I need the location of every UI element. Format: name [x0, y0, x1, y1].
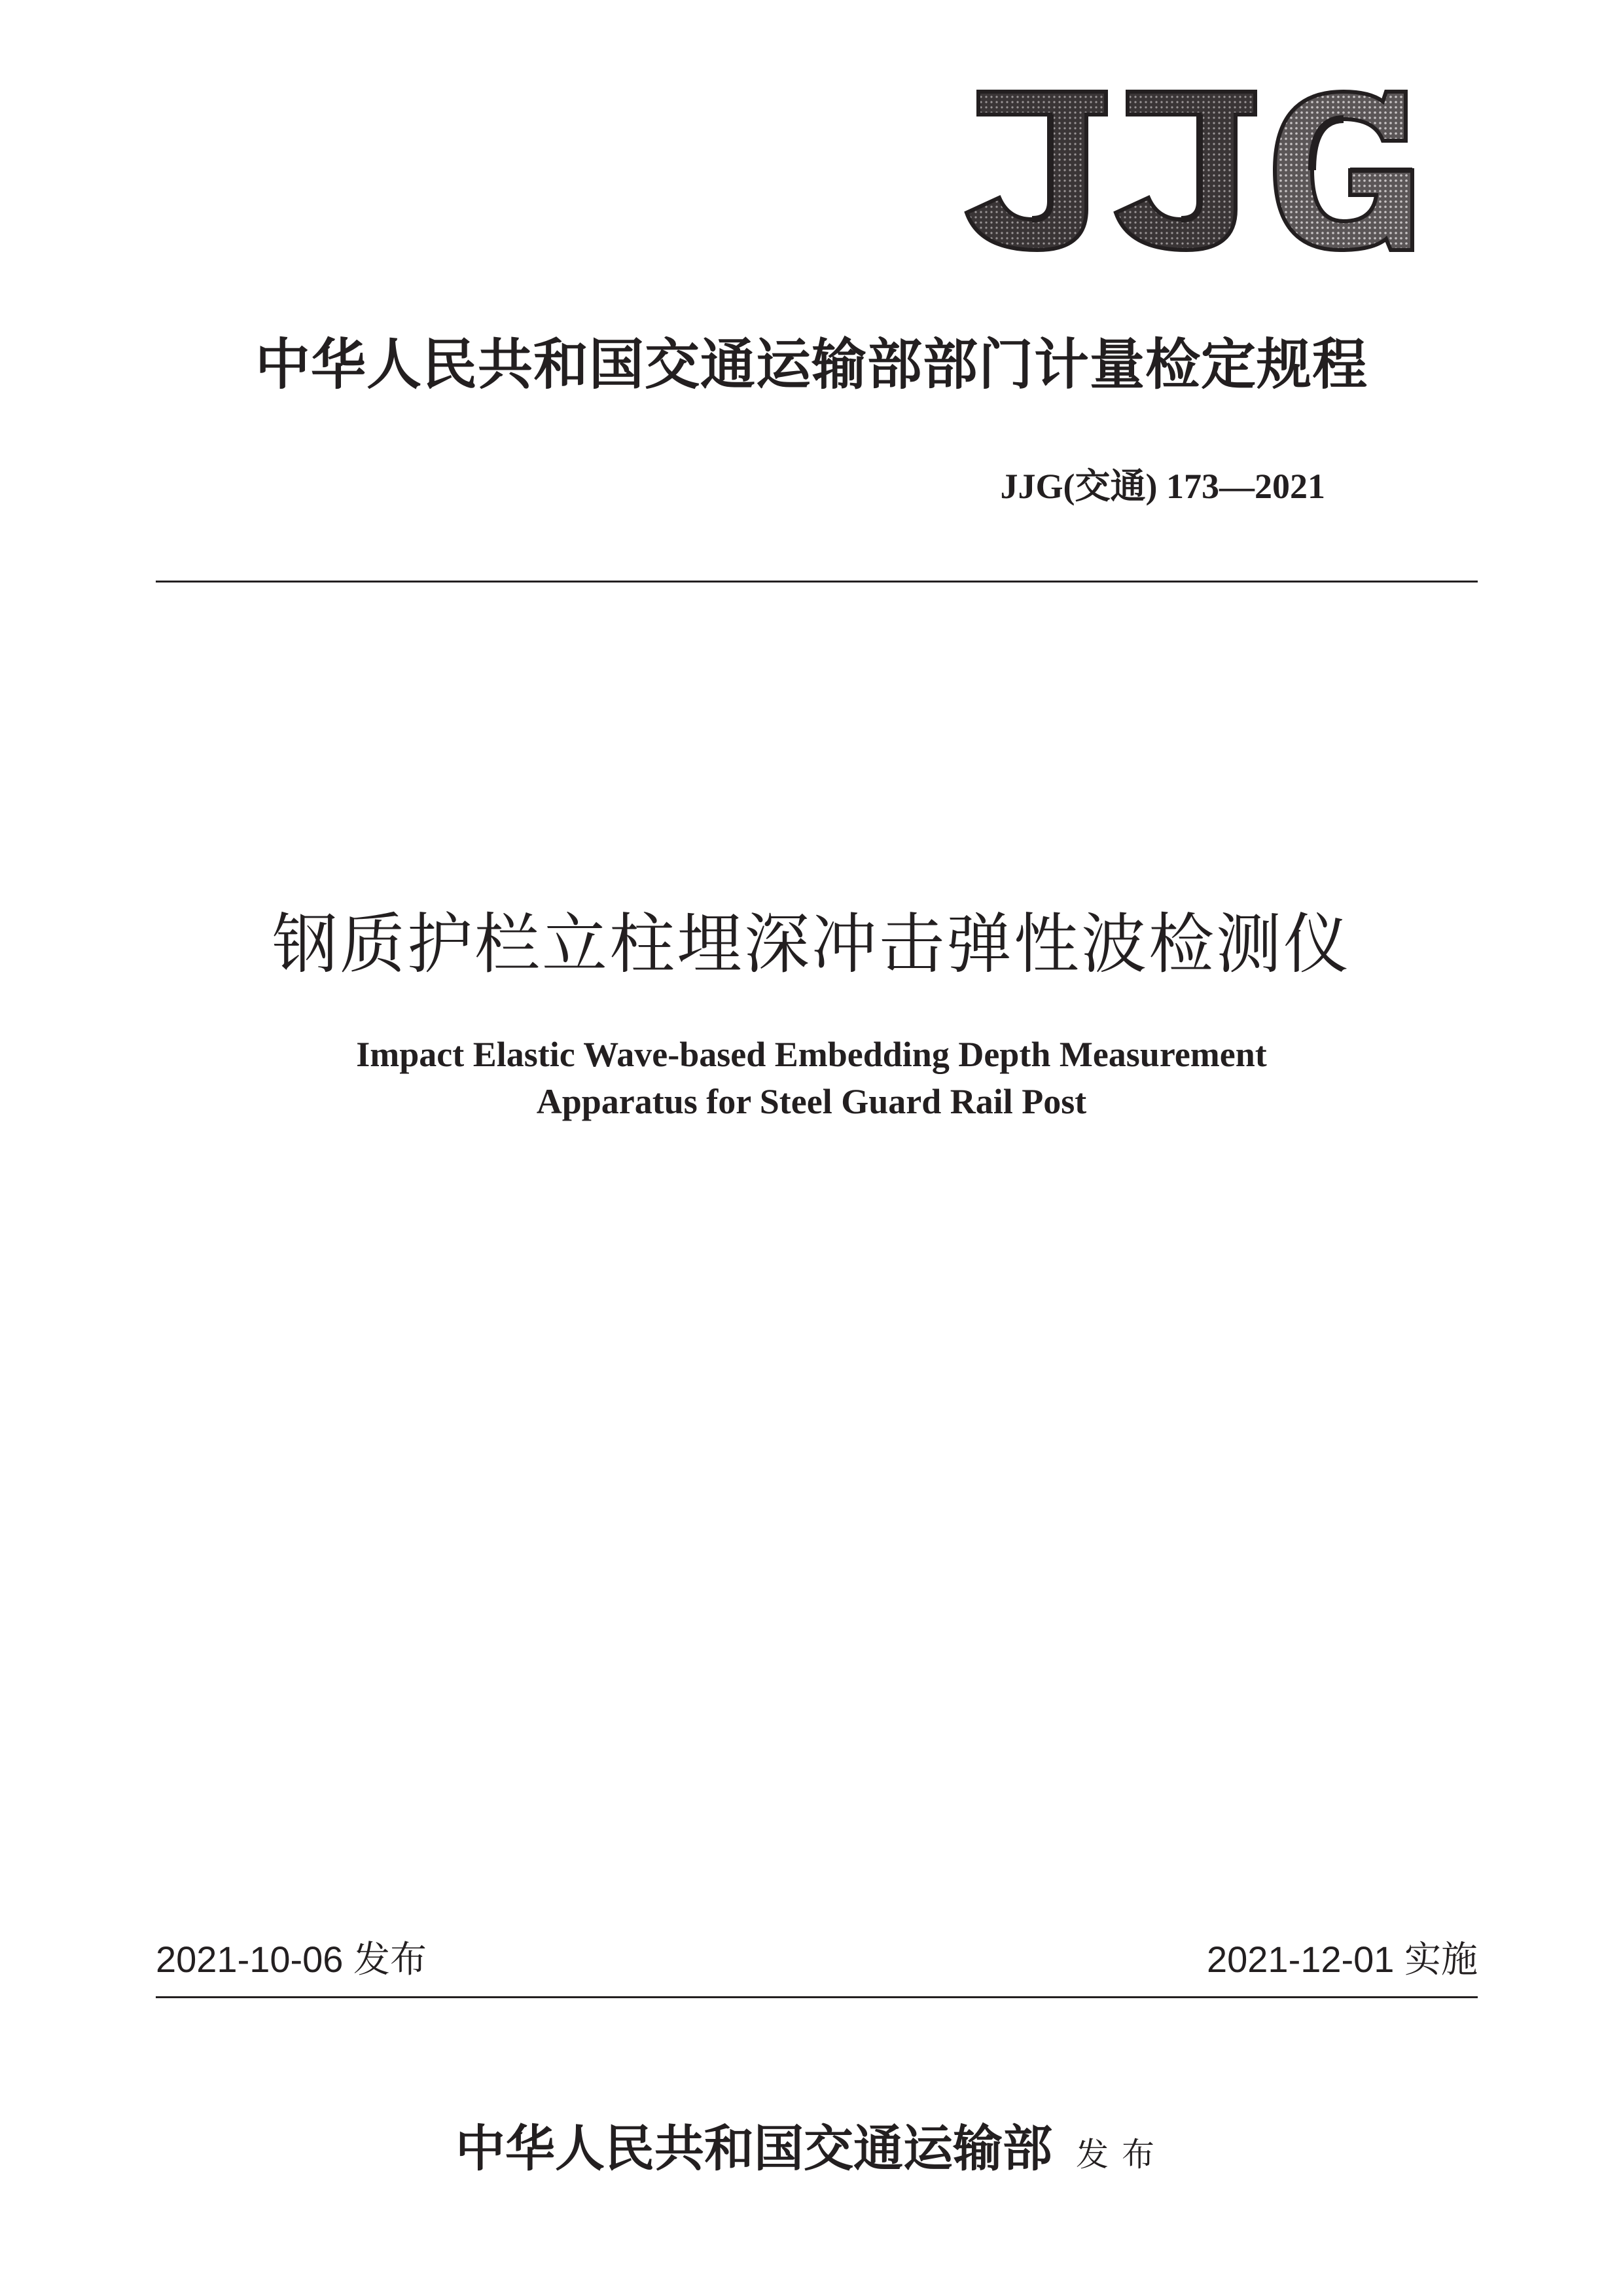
issue-date: 2021-10-06 发布 — [156, 1939, 427, 1980]
implementation-date: 2021-12-01 实施 — [1206, 1939, 1478, 1980]
logo-letter-j-1 — [967, 92, 1106, 250]
publisher-name: 中华人民共和国交通运输部 — [455, 2119, 1052, 2178]
publisher-action: 发布 — [1076, 2136, 1168, 2174]
publisher-line — [0, 2109, 1623, 2180]
document-title-en-line1: Impact Elastic Wave-based Embedding Depth Measurement — [356, 1035, 1267, 1074]
logo-letter-g — [1275, 92, 1412, 250]
standard-code: JJG(交通) 173—2021 — [1000, 467, 1325, 506]
document-title-en-line2: Apparatus for Steel Guard Rail Post — [536, 1082, 1087, 1121]
logo-letter-j-2 — [1116, 92, 1255, 250]
top-divider — [156, 581, 1478, 583]
jjg-logo — [952, 79, 1423, 262]
bottom-divider — [156, 1996, 1478, 1998]
series-title: 中华人民共和国交通运输部部门计量检定规程 — [255, 332, 1368, 397]
document-title-cn: 钢质护栏立柱埋深冲击弹性波检测仪 — [272, 906, 1351, 982]
